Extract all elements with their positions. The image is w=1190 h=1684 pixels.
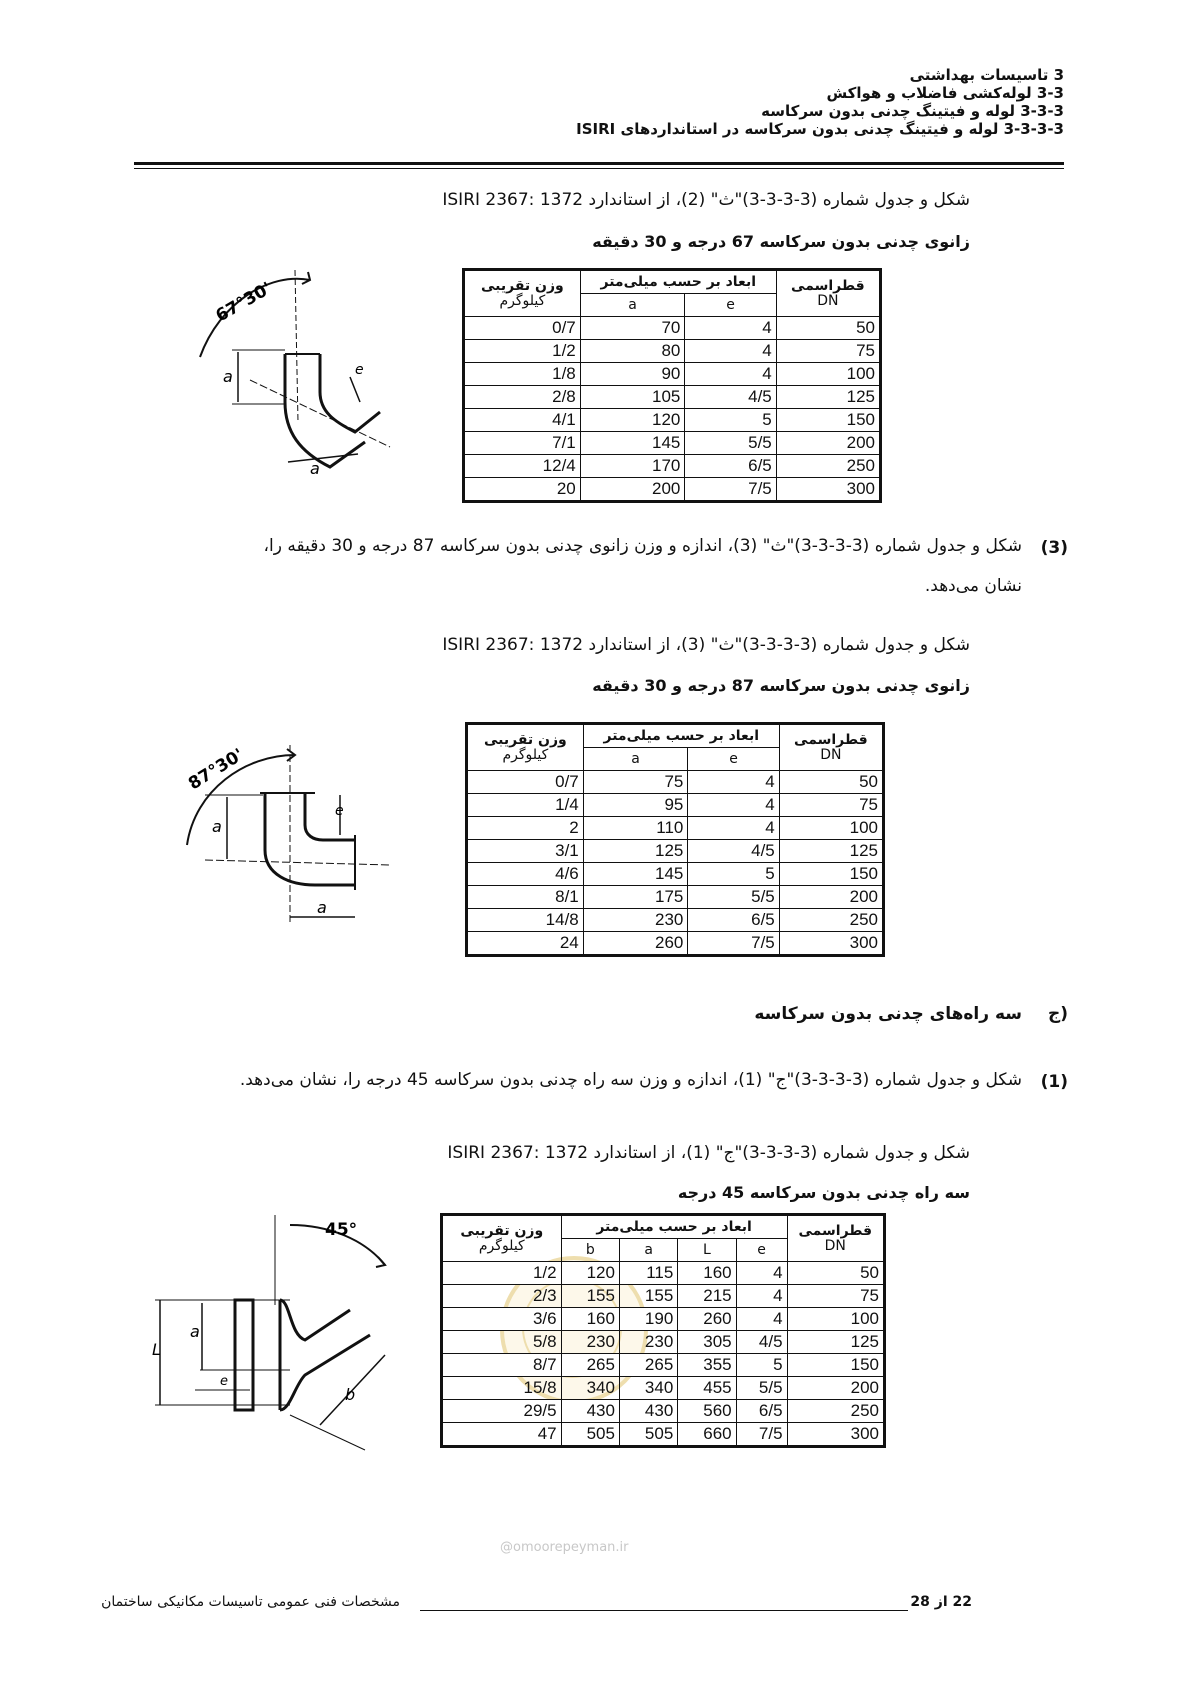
cell-dn: 250 bbox=[787, 1400, 884, 1423]
col-dn-header: قطراسمی DN bbox=[779, 724, 883, 771]
dim-a-label: a bbox=[190, 1322, 200, 1341]
cell-L: 160 bbox=[678, 1262, 736, 1285]
dim-a-label-2: a bbox=[317, 898, 327, 917]
table-row bbox=[464, 455, 881, 478]
cell-L: 560 bbox=[678, 1400, 736, 1423]
cell-L: 355 bbox=[678, 1354, 736, 1377]
cell-e: 4 bbox=[736, 1262, 787, 1285]
cell-dn: 300 bbox=[776, 478, 880, 502]
cell-w: 8/7 bbox=[442, 1354, 562, 1377]
cell-e: 7/5 bbox=[688, 932, 779, 956]
cell-w: 4/6 bbox=[467, 863, 584, 886]
section-marker-c: ج) bbox=[1047, 1004, 1068, 1024]
cell-b: 340 bbox=[561, 1377, 619, 1400]
item-marker-1: (1) bbox=[1040, 1072, 1068, 1092]
cell-e: 4/5 bbox=[688, 840, 779, 863]
dim-e-label: e bbox=[355, 362, 364, 378]
cell-a: 110 bbox=[583, 817, 688, 840]
cell-e: 4/5 bbox=[736, 1331, 787, 1354]
cell-e: 7/5 bbox=[685, 478, 776, 502]
cell-w: 24 bbox=[467, 932, 584, 956]
cell-dn: 75 bbox=[787, 1285, 884, 1308]
cell-e: 5 bbox=[685, 409, 776, 432]
cell-w: 3/1 bbox=[467, 840, 584, 863]
cell-e: 5/5 bbox=[685, 432, 776, 455]
angle-label-2: 87°30' bbox=[185, 744, 248, 795]
cell-a: 505 bbox=[619, 1423, 677, 1447]
col-weight-header: وزن تقریبی کیلوگرم bbox=[464, 270, 581, 317]
angle-label-3: 45° bbox=[325, 1220, 358, 1240]
figure-caption-2: شکل و جدول شماره (3-3-3-3)"ث" (3)، از استاندارد ISIRI 2367: 1372 bbox=[442, 635, 970, 655]
col-a-header: a bbox=[580, 294, 685, 317]
cell-e: 4 bbox=[685, 363, 776, 386]
cell-e: 5 bbox=[688, 863, 779, 886]
table-row bbox=[442, 1308, 885, 1331]
cell-dn: 50 bbox=[787, 1262, 884, 1285]
figure-title-2: زانوی چدنی بدون سرکاسه 87 درجه و 30 دقیقه bbox=[592, 676, 970, 695]
cell-w: 2/8 bbox=[464, 386, 581, 409]
col-e-header: e bbox=[688, 748, 779, 771]
table-row bbox=[442, 1285, 885, 1308]
cell-a: 265 bbox=[619, 1354, 677, 1377]
table-row bbox=[464, 432, 881, 455]
section-title-c: سه راه‌های چدنی بدون سرکاسه bbox=[754, 1004, 1022, 1024]
cell-w: 5/8 bbox=[442, 1331, 562, 1354]
cell-dn: 200 bbox=[776, 432, 880, 455]
table-row bbox=[442, 1262, 885, 1285]
cell-a: 115 bbox=[619, 1262, 677, 1285]
cell-L: 215 bbox=[678, 1285, 736, 1308]
figure-caption-3: شکل و جدول شماره (3-3-3-3)"ج" (1)، از استاندارد ISIRI 2367: 1372 bbox=[447, 1143, 970, 1163]
table-row bbox=[464, 363, 881, 386]
paragraph-3: شکل و جدول شماره (3-3-3-3)"ث" (3)، اندازه و وزن زانوی چدنی بدون سرکاسه 87 درجه و 30 دقیقه را، نشان می‌دهد. bbox=[263, 536, 1022, 596]
cell-b: 430 bbox=[561, 1400, 619, 1423]
elbow-87-drawing bbox=[165, 735, 395, 935]
dim-e-label: e bbox=[220, 1374, 228, 1389]
cell-dn: 200 bbox=[787, 1377, 884, 1400]
table-row bbox=[467, 863, 884, 886]
cell-L: 260 bbox=[678, 1308, 736, 1331]
dim-a-label-2: a bbox=[310, 459, 320, 478]
cell-dn: 50 bbox=[779, 771, 883, 794]
cell-a: 430 bbox=[619, 1400, 677, 1423]
cell-b: 120 bbox=[561, 1262, 619, 1285]
dim-a-label: a bbox=[212, 817, 222, 836]
cell-w: 1/2 bbox=[442, 1262, 562, 1285]
cell-dn: 125 bbox=[776, 386, 880, 409]
cell-e: 4 bbox=[688, 794, 779, 817]
col-dims-header: ابعاد بر حسب میلی‌متر bbox=[561, 1215, 787, 1239]
cell-a: 155 bbox=[619, 1285, 677, 1308]
cell-dn: 250 bbox=[779, 909, 883, 932]
table-row bbox=[464, 409, 881, 432]
cell-w: 20 bbox=[464, 478, 581, 502]
dim-L-label: L bbox=[152, 1340, 161, 1359]
cell-w: 0/7 bbox=[464, 317, 581, 340]
cell-a: 230 bbox=[583, 909, 688, 932]
col-b-header: b bbox=[561, 1239, 619, 1262]
cell-dn: 50 bbox=[776, 317, 880, 340]
cell-dn: 125 bbox=[779, 840, 883, 863]
cell-a: 80 bbox=[580, 340, 685, 363]
angle-label-1: 67°30' bbox=[212, 278, 276, 327]
footer-rule bbox=[420, 1610, 908, 1611]
col-a-header: a bbox=[619, 1239, 677, 1262]
cell-w: 8/1 bbox=[467, 886, 584, 909]
table-row bbox=[467, 886, 884, 909]
cell-w: 2 bbox=[467, 817, 584, 840]
cell-e: 4 bbox=[688, 771, 779, 794]
cell-dn: 300 bbox=[779, 932, 883, 956]
header-rule bbox=[134, 162, 1064, 165]
col-dims-header: ابعاد بر حسب میلی‌متر bbox=[580, 270, 776, 294]
figure-title-1: زانوی چدنی بدون سرکاسه 67 درجه و 30 دقیقه bbox=[592, 232, 970, 251]
cell-e: 4 bbox=[685, 340, 776, 363]
table-row bbox=[464, 340, 881, 363]
header-line-1: 3 تاسیسات بهداشتی bbox=[909, 66, 1064, 84]
cell-dn: 100 bbox=[779, 817, 883, 840]
col-dn-header: قطراسمی DN bbox=[776, 270, 880, 317]
tee-45-drawing bbox=[140, 1205, 410, 1455]
cell-a: 90 bbox=[580, 363, 685, 386]
footer-title: مشخصات فنی عمومی تاسیسات مکانیکی ساختمان bbox=[101, 1594, 400, 1610]
cell-L: 305 bbox=[678, 1331, 736, 1354]
page-number: 22 از 28 bbox=[910, 1594, 972, 1610]
col-dn-header: قطراسمی DN bbox=[787, 1215, 884, 1262]
cell-b: 155 bbox=[561, 1285, 619, 1308]
spec-table-elbow-67 bbox=[462, 268, 882, 503]
col-e-header: e bbox=[685, 294, 776, 317]
cell-dn: 100 bbox=[776, 363, 880, 386]
col-dims-header: ابعاد بر حسب میلی‌متر bbox=[583, 724, 779, 748]
cell-a: 175 bbox=[583, 886, 688, 909]
cell-a: 260 bbox=[583, 932, 688, 956]
table-row bbox=[442, 1400, 885, 1423]
figure-title-3: سه راه چدنی بدون سرکاسه 45 درجه bbox=[677, 1183, 970, 1202]
cell-dn: 300 bbox=[787, 1423, 884, 1447]
cell-w: 29/5 bbox=[442, 1400, 562, 1423]
table-row bbox=[467, 909, 884, 932]
cell-dn: 75 bbox=[779, 794, 883, 817]
cell-w: 1/4 bbox=[467, 794, 584, 817]
figure-caption-1: شکل و جدول شماره (3-3-3-3)"ث" (2)، از استاندارد ISIRI 2367: 1372 bbox=[442, 190, 970, 210]
cell-e: 5/5 bbox=[736, 1377, 787, 1400]
cell-a: 105 bbox=[580, 386, 685, 409]
table-row bbox=[467, 771, 884, 794]
header-line-3: 3-3-3 لوله و فیتینگ چدنی بدون سرکاسه bbox=[761, 102, 1064, 120]
spec-table-elbow-87 bbox=[465, 722, 885, 957]
cell-dn: 150 bbox=[787, 1354, 884, 1377]
cell-w: 1/8 bbox=[464, 363, 581, 386]
cell-e: 4 bbox=[736, 1285, 787, 1308]
item-marker-3: (3) bbox=[1040, 538, 1068, 558]
cell-a: 95 bbox=[583, 794, 688, 817]
cell-b: 160 bbox=[561, 1308, 619, 1331]
watermark-text: @omoorepeyman.ir bbox=[500, 1540, 629, 1555]
header-rule-thin bbox=[134, 168, 1064, 169]
table-row bbox=[467, 794, 884, 817]
cell-e: 7/5 bbox=[736, 1423, 787, 1447]
cell-a: 120 bbox=[580, 409, 685, 432]
dim-e-label: e bbox=[335, 803, 344, 819]
cell-a: 70 bbox=[580, 317, 685, 340]
cell-e: 5/5 bbox=[688, 886, 779, 909]
cell-b: 230 bbox=[561, 1331, 619, 1354]
col-weight-header: وزن تقریبی کیلوگرم bbox=[442, 1215, 562, 1262]
cell-a: 145 bbox=[580, 432, 685, 455]
cell-dn: 150 bbox=[779, 863, 883, 886]
cell-w: 15/8 bbox=[442, 1377, 562, 1400]
cell-e: 5 bbox=[736, 1354, 787, 1377]
table-row bbox=[442, 1377, 885, 1400]
cell-a: 340 bbox=[619, 1377, 677, 1400]
table-row bbox=[467, 817, 884, 840]
cell-b: 505 bbox=[561, 1423, 619, 1447]
table-row bbox=[467, 932, 884, 956]
cell-a: 170 bbox=[580, 455, 685, 478]
header-line-2: 3-3 لوله‌کشی فاضلاب و هواکش bbox=[826, 84, 1064, 102]
cell-a: 190 bbox=[619, 1308, 677, 1331]
cell-dn: 100 bbox=[787, 1308, 884, 1331]
cell-a: 75 bbox=[583, 771, 688, 794]
cell-w: 7/1 bbox=[464, 432, 581, 455]
cell-a: 200 bbox=[580, 478, 685, 502]
cell-dn: 250 bbox=[776, 455, 880, 478]
cell-w: 2/3 bbox=[442, 1285, 562, 1308]
spec-table-tee-45 bbox=[440, 1213, 886, 1448]
cell-e: 6/5 bbox=[685, 455, 776, 478]
cell-e: 6/5 bbox=[688, 909, 779, 932]
cell-dn: 125 bbox=[787, 1331, 884, 1354]
cell-L: 455 bbox=[678, 1377, 736, 1400]
table-row bbox=[467, 840, 884, 863]
cell-w: 3/6 bbox=[442, 1308, 562, 1331]
cell-e: 4 bbox=[688, 817, 779, 840]
cell-w: 12/4 bbox=[464, 455, 581, 478]
cell-dn: 200 bbox=[779, 886, 883, 909]
document-header bbox=[364, 66, 1064, 138]
dim-a-label: a bbox=[223, 367, 233, 386]
col-e-header: e bbox=[736, 1239, 787, 1262]
cell-a: 145 bbox=[583, 863, 688, 886]
table-row bbox=[442, 1354, 885, 1377]
cell-w: 0/7 bbox=[467, 771, 584, 794]
cell-e: 4 bbox=[685, 317, 776, 340]
dim-b-label: b bbox=[345, 1385, 356, 1404]
cell-w: 47 bbox=[442, 1423, 562, 1447]
table-row bbox=[464, 386, 881, 409]
elbow-67-drawing bbox=[190, 262, 405, 502]
col-a-header: a bbox=[583, 748, 688, 771]
cell-dn: 150 bbox=[776, 409, 880, 432]
table-row bbox=[464, 317, 881, 340]
cell-w: 1/2 bbox=[464, 340, 581, 363]
col-weight-header: وزن تقریبی کیلوگرم bbox=[467, 724, 584, 771]
col-L-header: L bbox=[678, 1239, 736, 1262]
cell-a: 125 bbox=[583, 840, 688, 863]
paragraph-1: شکل و جدول شماره (3-3-3-3)"ج" (1)، اندازه و وزن سه راه چدنی بدون سرکاسه 45 درجه را، نشان می‌دهد. bbox=[239, 1070, 1022, 1090]
table-row bbox=[442, 1331, 885, 1354]
header-line-4: 3-3-3-3 لوله و فیتینگ چدنی بدون سرکاسه در استانداردهای ISIRI bbox=[576, 120, 1064, 138]
cell-w: 4/1 bbox=[464, 409, 581, 432]
cell-e: 6/5 bbox=[736, 1400, 787, 1423]
cell-b: 265 bbox=[561, 1354, 619, 1377]
cell-e: 4 bbox=[736, 1308, 787, 1331]
cell-e: 4/5 bbox=[685, 386, 776, 409]
cell-a: 230 bbox=[619, 1331, 677, 1354]
cell-dn: 75 bbox=[776, 340, 880, 363]
table-row bbox=[442, 1423, 885, 1447]
cell-w: 14/8 bbox=[467, 909, 584, 932]
cell-L: 660 bbox=[678, 1423, 736, 1447]
table-row bbox=[464, 478, 881, 502]
